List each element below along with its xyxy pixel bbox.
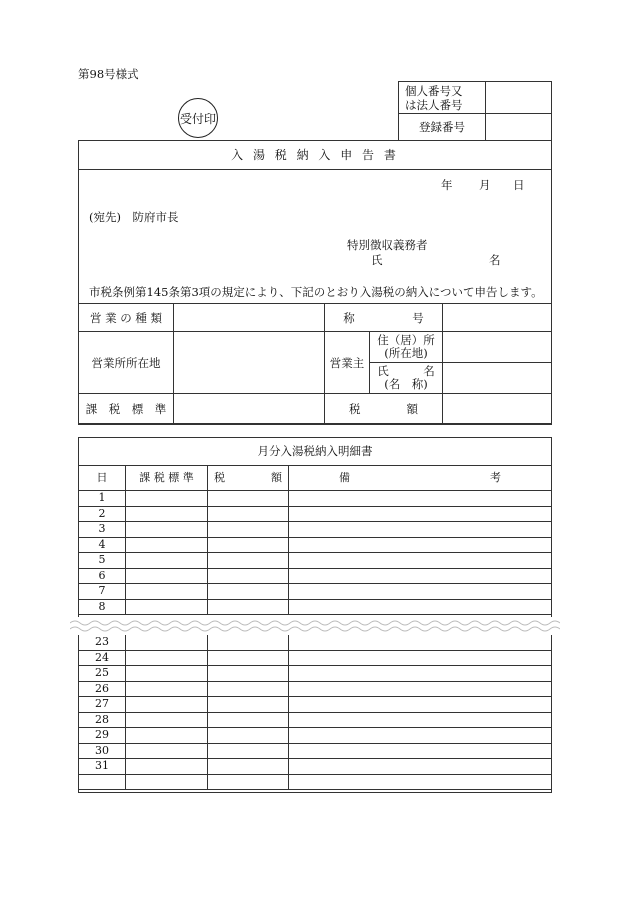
tax-cell[interactable] [208, 743, 289, 759]
table-row [79, 599, 552, 615]
remarks-cell[interactable] [289, 506, 552, 522]
tax-base-cell[interactable] [126, 635, 208, 651]
day-cell: 30 [79, 743, 126, 759]
remarks-cell[interactable] [289, 697, 552, 713]
collector-title: 特別徴収義務者 [347, 238, 428, 252]
date-month: 月 [479, 178, 491, 192]
header-tax-text: 税 [214, 471, 225, 484]
detail-table [78, 465, 552, 615]
address-label-text: 住（居）所 [377, 333, 435, 347]
tax-cell[interactable] [208, 774, 289, 790]
tax-cell[interactable] [208, 537, 289, 553]
tax-base-cell[interactable] [126, 728, 208, 744]
day-cell: 23 [79, 635, 126, 651]
tax-cell[interactable] [208, 666, 289, 682]
table-row [79, 666, 552, 682]
tax-cell[interactable] [208, 599, 289, 615]
tax-base-cell[interactable] [126, 650, 208, 666]
day-cell: 5 [79, 553, 126, 569]
address-field[interactable] [443, 332, 552, 363]
tax-base-cell[interactable] [126, 743, 208, 759]
tax-cell[interactable] [208, 697, 289, 713]
table-row [79, 650, 552, 666]
remarks-cell[interactable] [289, 537, 552, 553]
registration-number-field[interactable] [486, 114, 552, 141]
day-cell: 27 [79, 697, 126, 713]
declaration-form [78, 140, 552, 425]
remarks-cell[interactable] [289, 774, 552, 790]
table-row [79, 774, 552, 790]
tax-cell[interactable] [208, 759, 289, 775]
table-row [79, 728, 552, 744]
detail-title: 月分入湯税納入明細書 [79, 438, 551, 466]
day-cell: 2 [79, 506, 126, 522]
table-row [79, 697, 552, 713]
tax-base-label: 課 税 標 準 [79, 394, 174, 424]
business-type-field[interactable] [174, 304, 325, 332]
remarks-cell[interactable] [289, 599, 552, 615]
tax-base-cell[interactable] [126, 599, 208, 615]
tax-cell[interactable] [208, 681, 289, 697]
date-day: 日 [513, 178, 525, 192]
trade-name-field[interactable] [443, 304, 552, 332]
header-remarks [289, 466, 552, 491]
reception-stamp [178, 98, 218, 138]
table-row [79, 681, 552, 697]
remarks-cell[interactable] [289, 743, 552, 759]
tax-base-cell[interactable] [126, 506, 208, 522]
tax-amount-label: 税 額 [325, 394, 443, 424]
location-field[interactable] [174, 332, 325, 394]
tax-base-field[interactable] [174, 394, 325, 424]
day-cell: 1 [79, 491, 126, 507]
operator-name-label [370, 363, 443, 394]
tax-cell[interactable] [208, 650, 289, 666]
remarks-cell[interactable] [289, 666, 552, 682]
tear-separator [70, 617, 560, 635]
header-day: 日 [79, 466, 126, 491]
day-cell: 6 [79, 568, 126, 584]
tax-cell[interactable] [208, 553, 289, 569]
day-cell: 7 [79, 584, 126, 600]
registration-number-label: 登録番号 [399, 114, 486, 141]
form-title: 入 湯 税 納 入 申 告 書 [79, 141, 551, 170]
remarks-cell[interactable] [289, 650, 552, 666]
tax-base-cell[interactable] [126, 568, 208, 584]
individual-number-label: 個人番号又 は法人番号 [399, 82, 486, 114]
table-row [79, 506, 552, 522]
remarks-cell[interactable] [289, 635, 552, 651]
remarks-cell[interactable] [289, 759, 552, 775]
remarks-cell[interactable] [289, 491, 552, 507]
header-remarks-1: 備 [339, 471, 350, 484]
table-row [79, 553, 552, 569]
form-number: 第98号様式 [78, 67, 139, 81]
detail-table-bottom [78, 634, 552, 790]
remarks-cell[interactable] [289, 728, 552, 744]
day-cell: 28 [79, 712, 126, 728]
collector-name-label-1: 氏 [371, 253, 383, 267]
tax-base-cell[interactable] [126, 584, 208, 600]
business-info-table [78, 303, 552, 424]
tax-base-cell[interactable] [126, 522, 208, 538]
tax-base-cell[interactable] [126, 712, 208, 728]
remarks-cell[interactable] [289, 568, 552, 584]
tax-cell[interactable] [208, 506, 289, 522]
location-label: 営業所所在地 [79, 332, 174, 394]
day-cell: 8 [79, 599, 126, 615]
header-tax-base: 課 税 標 準 [126, 466, 208, 491]
table-row [79, 759, 552, 775]
table-row [79, 522, 552, 538]
day-cell: 4 [79, 537, 126, 553]
header-remarks-2: 考 [490, 471, 501, 484]
tax-amount-field[interactable] [443, 394, 552, 424]
remarks-cell[interactable] [289, 712, 552, 728]
header-amount-text: 額 [271, 471, 282, 484]
day-cell: 25 [79, 666, 126, 682]
tax-cell[interactable] [208, 522, 289, 538]
remarks-cell[interactable] [289, 553, 552, 569]
table-row [79, 584, 552, 600]
header-tax [208, 466, 289, 491]
table-row [79, 568, 552, 584]
day-cell: 26 [79, 681, 126, 697]
addressee: (宛先) 防府市長 [89, 210, 179, 224]
remarks-cell[interactable] [289, 584, 552, 600]
day-cell: 31 [79, 759, 126, 775]
table-row [79, 712, 552, 728]
date-year: 年 [441, 178, 453, 192]
table-row [79, 491, 552, 507]
operator-name-field[interactable] [443, 363, 552, 394]
collector-name-label-2: 名 [489, 253, 501, 267]
individual-number-field[interactable] [486, 82, 552, 114]
table-row [79, 743, 552, 759]
declaration-statement: 市税条例第145条第3項の規定により、下記のとおり入湯税の納入について申告します。 [89, 285, 543, 299]
day-cell: 29 [79, 728, 126, 744]
day-cell: 24 [79, 650, 126, 666]
stamp-label: 受付印 [179, 111, 216, 126]
operator-label: 営業主 [325, 332, 370, 394]
remarks-cell[interactable] [289, 522, 552, 538]
tax-base-cell[interactable] [126, 697, 208, 713]
table-row [79, 537, 552, 553]
tax-cell[interactable] [208, 491, 289, 507]
tax-cell[interactable] [208, 584, 289, 600]
operator-name-text: 氏 名 [377, 364, 435, 378]
operator-name-sub: (名 称) [384, 377, 428, 391]
trade-name-label: 称 号 [325, 304, 443, 332]
remarks-cell[interactable] [289, 681, 552, 697]
day-cell: 3 [79, 522, 126, 538]
tax-base-cell[interactable] [126, 666, 208, 682]
tax-base-cell[interactable] [126, 491, 208, 507]
tax-cell[interactable] [208, 712, 289, 728]
address-label [370, 332, 443, 363]
business-type-label: 営 業 の 種 類 [79, 304, 174, 332]
tax-cell[interactable] [208, 635, 289, 651]
id-number-box [398, 81, 552, 141]
day-cell [79, 774, 126, 790]
tax-base-cell[interactable] [126, 681, 208, 697]
tax-cell[interactable] [208, 568, 289, 584]
tax-base-cell[interactable] [126, 553, 208, 569]
tax-base-cell[interactable] [126, 774, 208, 790]
address-label-sub: (所在地) [384, 346, 428, 360]
tax-cell[interactable] [208, 728, 289, 744]
tax-base-cell[interactable] [126, 537, 208, 553]
detail-statement [78, 437, 552, 793]
table-row [79, 635, 552, 651]
tax-base-cell[interactable] [126, 759, 208, 775]
